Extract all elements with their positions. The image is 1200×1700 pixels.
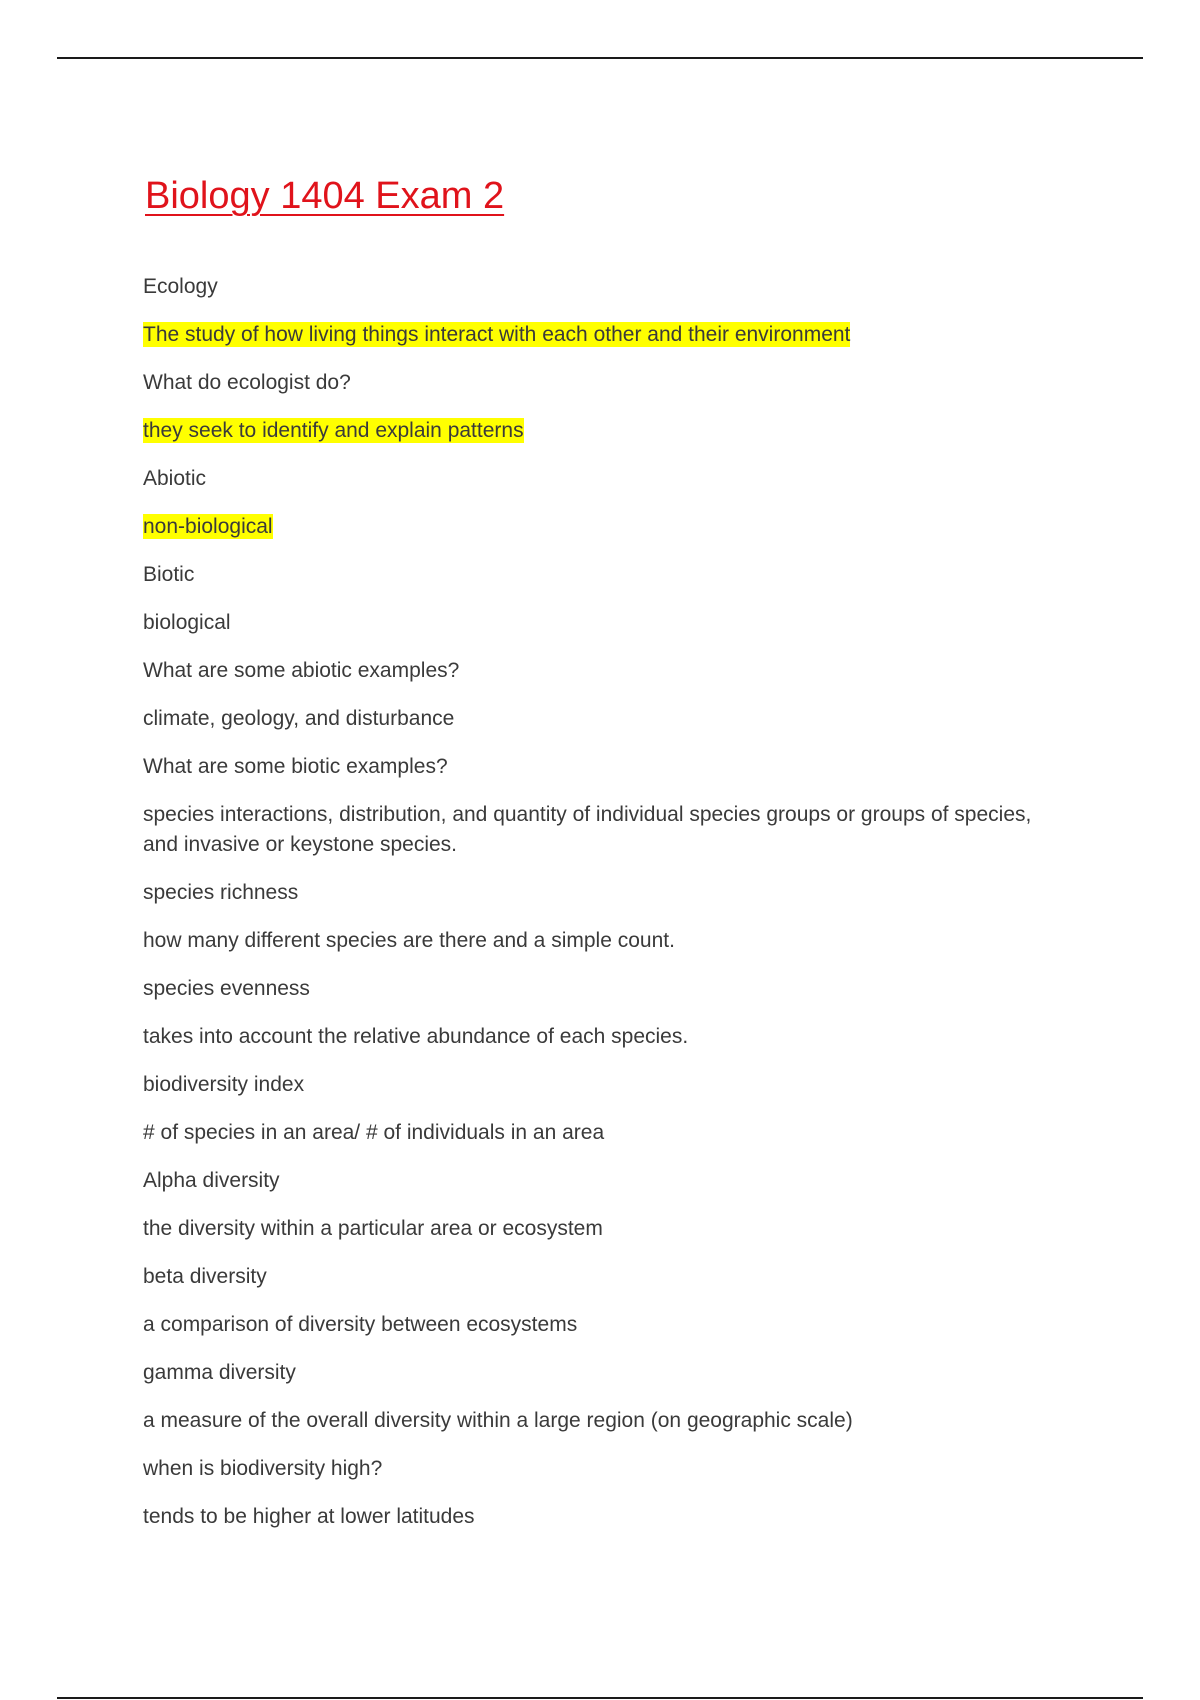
term-line [143,1262,1043,1292]
line-text: species evenness [143,977,310,1000]
line-text: tends to be higher at lower latitudes [143,1505,475,1528]
definition-line [143,1022,1043,1052]
line-text: # of species in an area/ # of individuals in an area [143,1121,605,1144]
term-line [143,464,1043,494]
line-text: beta diversity [143,1265,267,1288]
definition-line [143,608,1043,638]
line-text: species interactions, distribution, and quantity of individual species groups or groups of species, and invasive or keystone species. [143,803,1032,856]
bottom-rule [57,1697,1143,1699]
top-rule [57,57,1143,59]
definition-line [143,320,1043,350]
term-line [143,1166,1043,1196]
line-text: a comparison of diversity between ecosystems [143,1313,578,1336]
term-line [143,878,1043,908]
definition-line [143,800,1043,860]
term-line [143,752,1043,782]
line-text: What are some biotic examples? [143,755,448,778]
term-line [143,656,1043,686]
term-line [143,272,1043,302]
line-text: Alpha diversity [143,1169,280,1192]
term-line [143,1070,1043,1100]
line-text: What do ecologist do? [143,371,351,394]
highlighted-text: The study of how living things interact with each other and their environment [143,323,851,346]
line-text: biodiversity index [143,1073,305,1096]
definition-line [143,1502,1043,1532]
line-text: a measure of the overall diversity within a large region (on geographic scale) [143,1409,853,1432]
line-text: the diversity within a particular area or ecosystem [143,1217,603,1240]
definition-line [143,1118,1043,1148]
document-title: Biology 1404 Exam 2 [145,175,505,217]
line-text: Ecology [143,275,218,298]
line-text: Biotic [143,563,195,586]
term-line [143,1358,1043,1388]
line-text: climate, geology, and disturbance [143,707,455,730]
definition-line [143,704,1043,734]
line-text: takes into account the relative abundance of each species. [143,1025,689,1048]
term-line [143,368,1043,398]
line-text: how many different species are there and a simple count. [143,929,675,952]
line-text: biological [143,611,231,634]
line-text: What are some abiotic examples? [143,659,460,682]
definition-line [143,926,1043,956]
line-text: gamma diversity [143,1361,296,1384]
line-text: when is biodiversity high? [143,1457,383,1480]
flashcard-list [143,272,1043,1550]
highlighted-text: non-biological [143,515,273,538]
definition-line [143,1214,1043,1244]
term-line [143,560,1043,590]
line-text: species richness [143,881,299,904]
line-text: Abiotic [143,467,207,490]
definition-line [143,416,1043,446]
term-line [143,1454,1043,1484]
definition-line [143,1310,1043,1340]
definition-line [143,1406,1043,1436]
definition-line [143,512,1043,542]
highlighted-text: they seek to identify and explain patterns [143,419,524,442]
term-line [143,974,1043,1004]
